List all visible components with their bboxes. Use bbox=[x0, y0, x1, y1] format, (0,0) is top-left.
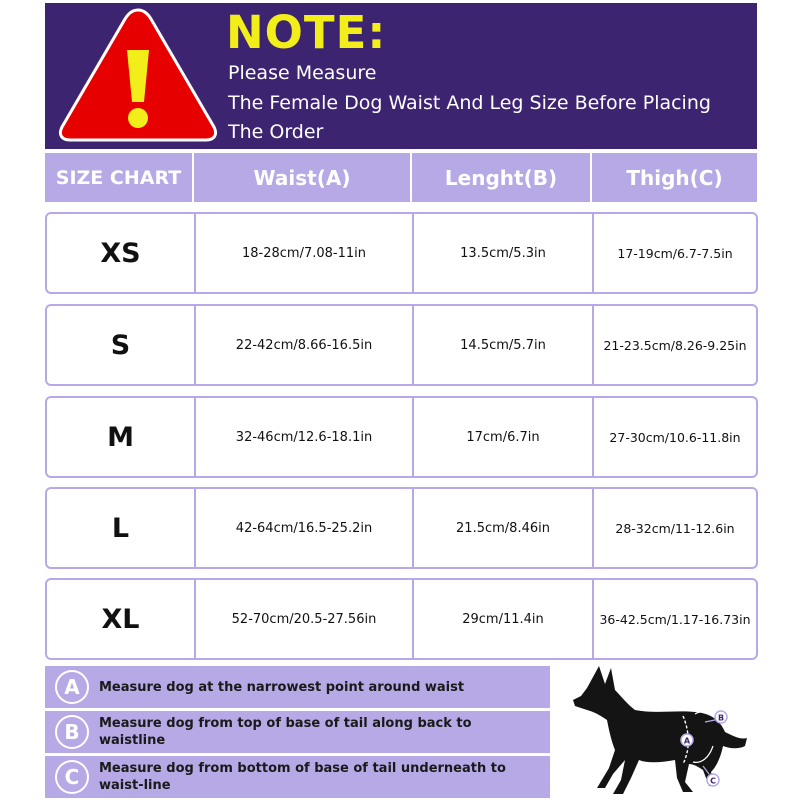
size-label: L bbox=[111, 512, 130, 544]
note-title: NOTE: bbox=[226, 6, 387, 59]
thigh-value: 21-23.5cm/8.26-9.25in bbox=[592, 306, 756, 384]
dog-label-b: B bbox=[717, 713, 725, 723]
waist-value: 22-42cm/8.66-16.5in bbox=[194, 306, 412, 384]
table-row bbox=[45, 487, 758, 569]
thigh-value: 28-32cm/11-12.6in bbox=[592, 489, 756, 567]
table-row bbox=[45, 578, 758, 660]
dog-silhouette-icon bbox=[565, 660, 755, 800]
table-row bbox=[45, 304, 758, 386]
waist-value: 52-70cm/20.5-27.56in bbox=[194, 580, 412, 658]
measure-note-text: Measure dog at the narrowest point around waist bbox=[99, 679, 465, 695]
length-value: 21.5cm/8.46in bbox=[412, 489, 592, 567]
waist-value: 32-46cm/12.6-18.1in bbox=[194, 398, 412, 476]
column-header-waist: Waist(A) bbox=[194, 153, 410, 202]
letter-c-badge: C bbox=[55, 760, 89, 794]
dog-label-c: C bbox=[710, 776, 716, 786]
measure-note-b bbox=[45, 711, 550, 753]
letter-a-badge: A bbox=[55, 670, 89, 704]
waist-value: 42-64cm/16.5-25.2in bbox=[194, 489, 412, 567]
size-label: XS bbox=[100, 237, 141, 269]
measure-note-c bbox=[45, 756, 550, 798]
size-label: S bbox=[110, 329, 131, 361]
measure-note-text: Measure dog from top of base of tail along back to waistline bbox=[99, 716, 472, 748]
note-line-1: Please Measure bbox=[228, 62, 377, 84]
thigh-value: 17-19cm/6.7-7.5in bbox=[592, 214, 756, 292]
length-value: 14.5cm/5.7in bbox=[412, 306, 592, 384]
dog-label-a: A bbox=[683, 736, 691, 746]
note-line-2: The Female Dog Waist And Leg Size Before Placing bbox=[228, 92, 711, 114]
letter-b-badge: B bbox=[55, 715, 89, 749]
measure-note-a bbox=[45, 666, 550, 708]
column-header-size-chart: SIZE CHART bbox=[45, 153, 192, 202]
thigh-value: 36-42.5cm/1.17-16.73in bbox=[592, 580, 756, 658]
note-line-3: The Order bbox=[228, 121, 324, 143]
thigh-value: 27-30cm/10.6-11.8in bbox=[592, 398, 756, 476]
length-value: 17cm/6.7in bbox=[412, 398, 592, 476]
length-value: 13.5cm/5.3in bbox=[412, 214, 592, 292]
column-header-thigh: Thigh(C) bbox=[592, 153, 757, 202]
table-row bbox=[45, 212, 758, 294]
length-value: 29cm/11.4in bbox=[412, 580, 592, 658]
size-label: M bbox=[107, 421, 134, 453]
table-row bbox=[45, 396, 758, 478]
size-label: XL bbox=[101, 603, 140, 635]
column-header-length: Lenght(B) bbox=[412, 153, 590, 202]
measure-note-text: Measure dog from bottom of base of tail underneath to waist-line bbox=[99, 761, 506, 793]
waist-value: 18-28cm/7.08-11in bbox=[194, 214, 412, 292]
warning-triangle-icon bbox=[58, 6, 218, 144]
